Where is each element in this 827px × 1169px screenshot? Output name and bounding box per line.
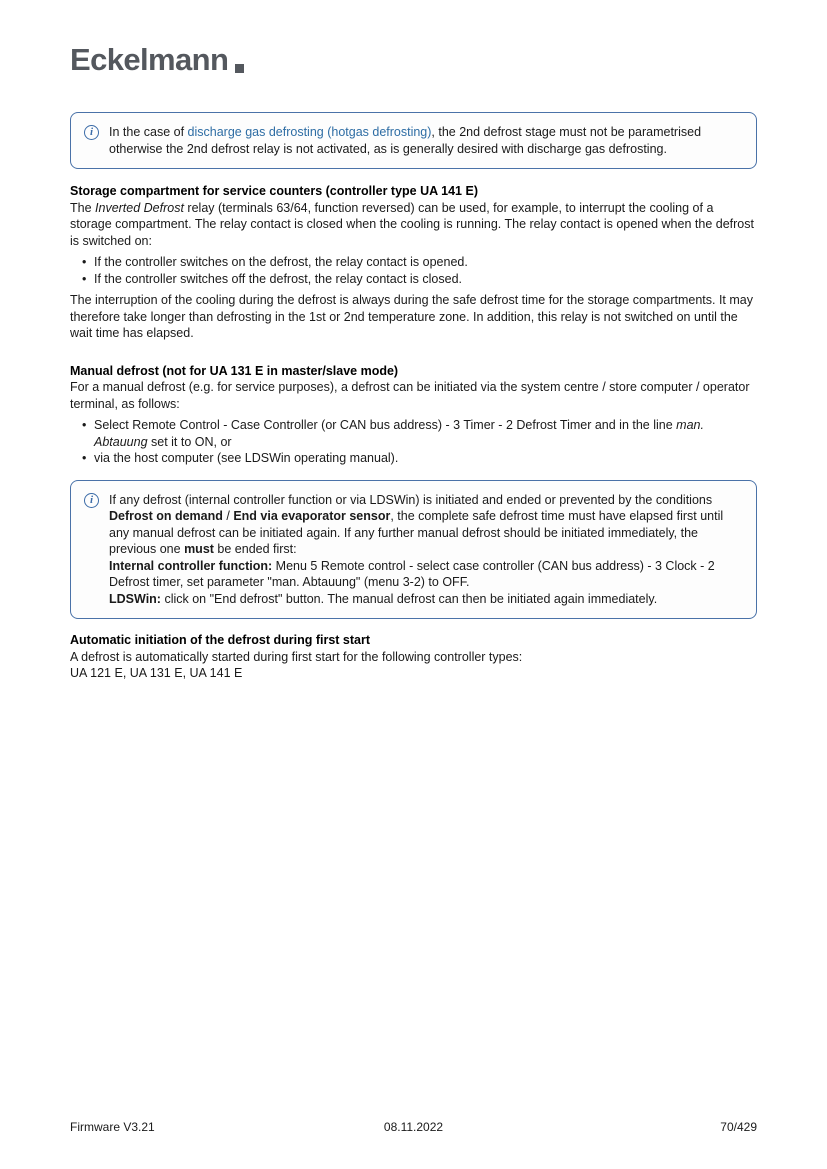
text-segment: / [222,509,234,523]
footer-firmware-version: Firmware V3.21 [70,1120,155,1134]
page-footer [70,1120,757,1136]
footer-page-number: 70/429 [720,1120,757,1134]
text-segment: End via evaporator sensor [233,509,391,523]
list-item: • via the host computer (see LDSWin operating manual). [70,450,757,467]
list-item [70,417,757,450]
text-segment: Defrost on demand [109,509,223,523]
section-heading-manual-defrost: Manual defrost (not for UA 131 E in master/slave mode) [70,363,399,378]
paragraph: A defrost is automatically started during first start for the following controller types: [70,649,523,664]
text-segment: be ended first: [213,542,297,556]
logo-wordmark: Eckelmann [70,42,229,77]
text-segment: man. Abtauung [94,418,704,449]
text-segment: LDSWin: [109,591,161,606]
bullet-list [70,254,757,287]
text-segment: , the complete safe defrost time must have elapsed first until any manual defrost can be initiated again. If any further manual defrost should be initiated immediately, the previous one [109,509,724,556]
section-heading-automatic-initiation: Automatic initiation of the defrost during first start [70,633,370,647]
text-segment: Inverted Defrost [95,200,184,215]
footer-date: 08.11.2022 [383,1120,444,1134]
inline-text-link[interactable]: discharge gas defrosting (hotgas defrosting) [187,125,432,139]
paragraph [70,200,757,250]
info-note-hotgas [70,112,757,169]
paragraph: UA 121 E, UA 131 E, UA 141 E [70,666,243,680]
text-segment: Internal controller function: [109,558,273,573]
paragraph: For a manual defrost (e.g. for service purposes), a defrost can be initiated via the system centre / store computer / operator terminal, as follows: [70,380,750,411]
info-note-manual-defrost [70,480,757,620]
text-segment: relay (terminals 63/64, function reversed) can be used, for example, to interrupt the cooling of a storage compartment. The relay contact is closed when the cooling is running. The relay contact is opened when the defrost is switched on: [70,200,754,248]
paragraph: The interruption of the cooling during the defrost is always during the safe defrost time for the storage compartments. It may therefore take longer than defrosting in the 1st or 2nd temperature zone. In addition, this relay is not switched on until the wait time has elapsed. [70,293,753,340]
eckelmann-logo [70,44,757,75]
info-note-text [109,492,742,608]
info-icon [84,493,99,508]
text-segment: The [70,200,96,215]
list-item: • If the controller switches on the defrost, the relay contact is opened. [70,254,757,271]
text-segment: set it to ON, or [147,434,232,449]
page-content [70,0,757,682]
text-segment: Select Remote Control - Case Controller (or CAN bus address) - 3 Timer - 2 Defrost Timer and in the line [94,418,677,432]
text-segment: , the 2nd defrost stage must not be parametrised otherwise the 2nd defrost relay is not activated, as is generally desired with discharge gas defrosting. [109,125,702,156]
list-item: • If the controller switches off the defrost, the relay contact is closed. [70,271,757,288]
logo-square-icon [235,64,244,73]
text-segment: In the case of [109,125,188,139]
text-segment: If any defrost (internal controller function or via LDSWin) is initiated and ended or prevented by the conditions [109,492,713,507]
info-note-text [109,124,742,157]
bullet-list [70,417,757,467]
text-segment: Menu 5 Remote control - select case controller (CAN bus address) - 3 Clock - 2 Defrost timer, set parameter "man. Abtauung" (menu 3-2) to OFF. [109,558,715,589]
info-icon [84,125,99,140]
text-segment: click on "End defrost" button. The manual defrost can then be initiated again immediately. [160,591,658,606]
text-segment: must [184,542,214,556]
section-heading-storage-compartment: Storage compartment for service counters (controller type UA 141 E) [70,184,478,198]
